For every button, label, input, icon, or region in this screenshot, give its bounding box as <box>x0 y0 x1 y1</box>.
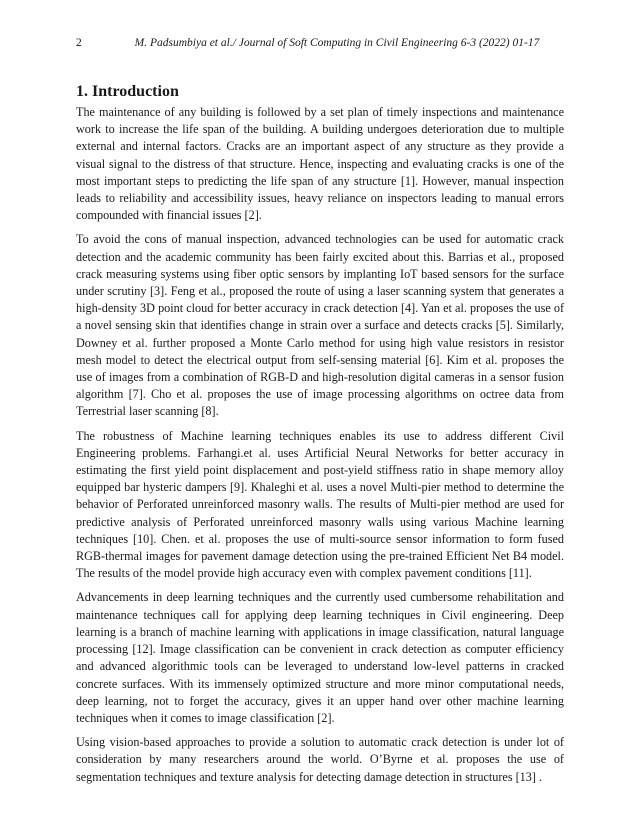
running-title: M. Padsumbiya et al./ Journal of Soft Computing in Civil Engineering 6-3 (2022) 01-17 <box>134 37 540 49</box>
page-header <box>76 37 564 53</box>
paragraph: To avoid the cons of manual inspection, advanced technologies can be used for automatic crack detection and the academic community has been fairly excited about this. Barrias et al., proposed crack measuring systems using fiber optic sensors by implanting IoT based sensors for the surface under scrutiny [3]. Feng et al., proposed the route of using a laser scanning system that generates a high-density 3D point cloud for better accuracy in crack detection [4]. Yan et al. proposes the use of a novel sensing skin that identifies change in strain over a surface and detects cracks [5]. Similarly, Downey et al. further proposed a Monte Carlo method for using high value resistors in resistor mesh model to detect the electrical output from self-sensing material [6]. Kim et al. proposes the use of images from a combination of RGB-D and high-resolution digital cameras in a sensor fusion algorithm [7]. Cho et al. proposes the use of image processing algorithms on octree data from Terrestrial laser scanning [8]. <box>76 232 564 419</box>
page-number: 2 <box>76 37 82 49</box>
paragraph: Advancements in deep learning techniques and the currently used cumbersome rehabilitation and maintenance techniques call for applying deep learning techniques in Civil engineering. Deep learning is a branch of machine learning with applications in image classification, natural language processing [12]. Image classification can be convenient in crack detection as computer efficiency and advanced algorithmic tools can be leveraged to understand low-level patterns in cracked concrete surfaces. With its immensely optimized structure and more minor computational needs, deep learning, not to forget the accuracy, gives it an upper hand over other machine learning techniques when it comes to image classification [2]. <box>76 590 564 725</box>
section-heading: 1. Introduction <box>76 83 179 100</box>
paragraph: The maintenance of any building is followed by a set plan of timely inspections and maintenance work to increase the life span of the building. A building undergoes deterioration due to multiple external and internal factors. Cracks are an important aspect of any structure as they provide a visual signal to the distress of that structure. Hence, inspecting and evaluating cracks is one of the most important steps to predicting the life span of any structure [1]. However, manual inspection leads to reliability and accessibility issues, heavy reliance on inspectors leading to manual errors compounded with financial issues [2]. <box>76 105 564 223</box>
body-text <box>76 104 564 793</box>
paragraph: The robustness of Machine learning techniques enables its use to address different Civil Engineering problems. Farhangi.et al. uses Artificial Neural Networks for better accuracy in estimating the first yield point displacement and post-yield stiffness ratio in shape memory alloy equipped bar hysteric dampers [9]. Khaleghi et al. uses a novel Multi-pier method to determine the behavior of Perforated unreinforced masonry walls. The results of Multi-pier method are used for predictive analysis of Perforated unreinforced masonry walls using various Machine learning techniques [10]. Chen. et al. proposes the use of multi-source sensor information to form fused RGB-thermal images for pavement damage detection using the pre-trained Efficient Net B4 model. The results of the model provide high accuracy even with complex pavement conditions [11]. <box>76 428 564 581</box>
paragraph: Using vision-based approaches to provide a solution to automatic crack detection is under lot of consideration by many researchers around the world. O’Byrne et al. proposes the use of segmentation techniques and texture analysis for detecting damage detection in structures [13] . <box>76 735 564 784</box>
